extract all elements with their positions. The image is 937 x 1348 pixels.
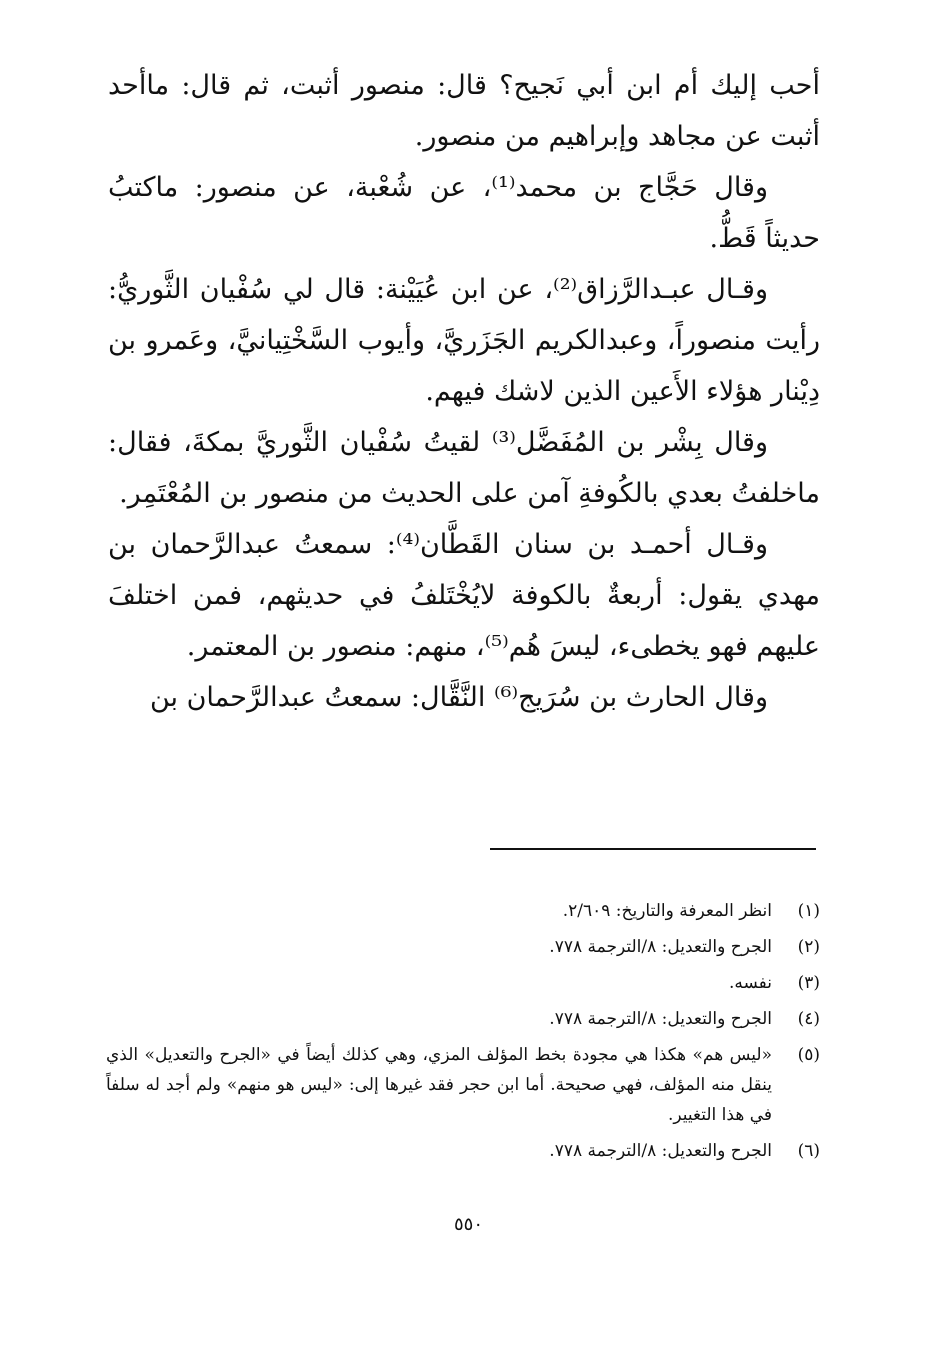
footnote-number: (٤)	[797, 1009, 820, 1029]
main-text-body	[108, 60, 820, 723]
paragraph: وقال حَجَّاج بن محمد⁽¹⁾، عن شُعْبة، عن منصور: ماكتبُ حديثاً قَطُّ.	[108, 172, 820, 254]
footnote-item	[106, 896, 820, 926]
paragraph: وقال الحارث بن سُرَيج⁽⁶⁾ النَّقَّال: سمعتُ عبدالرَّحمان بن	[149, 682, 768, 713]
page-number: ٥٥٠	[453, 1214, 483, 1235]
footnote-item	[106, 1004, 820, 1034]
footnote-divider	[490, 848, 816, 850]
footnote-item	[106, 968, 820, 998]
footnote-number: (٢)	[797, 937, 820, 957]
footnotes-section	[106, 896, 820, 1172]
footnote-number: (١)	[797, 901, 820, 921]
footnote-number: (٦)	[797, 1141, 820, 1161]
footnote-text: الجرح والتعديل: ٨/الترجمة ٧٧٨.	[549, 937, 772, 957]
paragraph: وقـال عبـدالرَّزاق⁽²⁾، عن ابن عُيَيْنة: قال لي سُفْيان الثَّوريُّ: رأيت منصوراً، وعبدالكريم الجَزَريَّ، وأيوب السَّخْتِيانيَّ، وعَمرو بن دِيْنار هؤلاء الأَعين الذين لاشك فيهم.	[108, 274, 820, 407]
footnote-text: الجرح والتعديل: ٨/الترجمة ٧٧٨.	[549, 1009, 772, 1029]
footnote-text: نفسه.	[728, 973, 772, 993]
footnote-text: انظر المعرفة والتاريخ: ٢/٦٠٩.	[562, 901, 772, 921]
footnote-item	[106, 1040, 820, 1130]
footnote-text: الجرح والتعديل: ٨/الترجمة ٧٧٨.	[549, 1141, 772, 1161]
footnote-number: (٥)	[797, 1045, 820, 1065]
paragraph: أحب إليك أم ابن أبي نَجيح؟ قال: منصور أثبت، ثم قال: ماأحد أثبت عن مجاهد وإبراهيم من منصور.	[108, 70, 820, 152]
footnote-number: (٣)	[797, 973, 820, 993]
footnote-item	[106, 1136, 820, 1166]
footnote-item	[106, 932, 820, 962]
paragraph: وقال بِشْر بن المُفَضَّل⁽³⁾ لقيتُ سُفْيان الثَّوريَّ بمكةَ، فقال: ماخلفتُ بعدي بالكُوفةِ آمن على الحديث من منصور بن المُعْتَمِر.	[108, 427, 820, 509]
paragraph: وقـال أحمـد بن سنان القَطَّان⁽⁴⁾: سمعتُ عبدالرَّحمان بن مهدي يقول: أربعةٌ بالكوفة لايُخْتَلفُ في حديثهم، فمن اختلفَ عليهم فهو يخطىء، ليسَ هُم⁽⁵⁾، منهم: منصور بن المعتمر.	[108, 529, 820, 662]
footnote-text: «ليس هم» هكذا هي مجودة بخط المؤلف المزي، وهي كذلك أيضاً في «الجرح والتعديل» الذي ينقل منه المؤلف، فهي صحيحة. أما ابن حجر فقد غيرها إلى: «ليس هو منهم» ولم أجد له سلفاً في هذا التغيير.	[106, 1045, 772, 1125]
